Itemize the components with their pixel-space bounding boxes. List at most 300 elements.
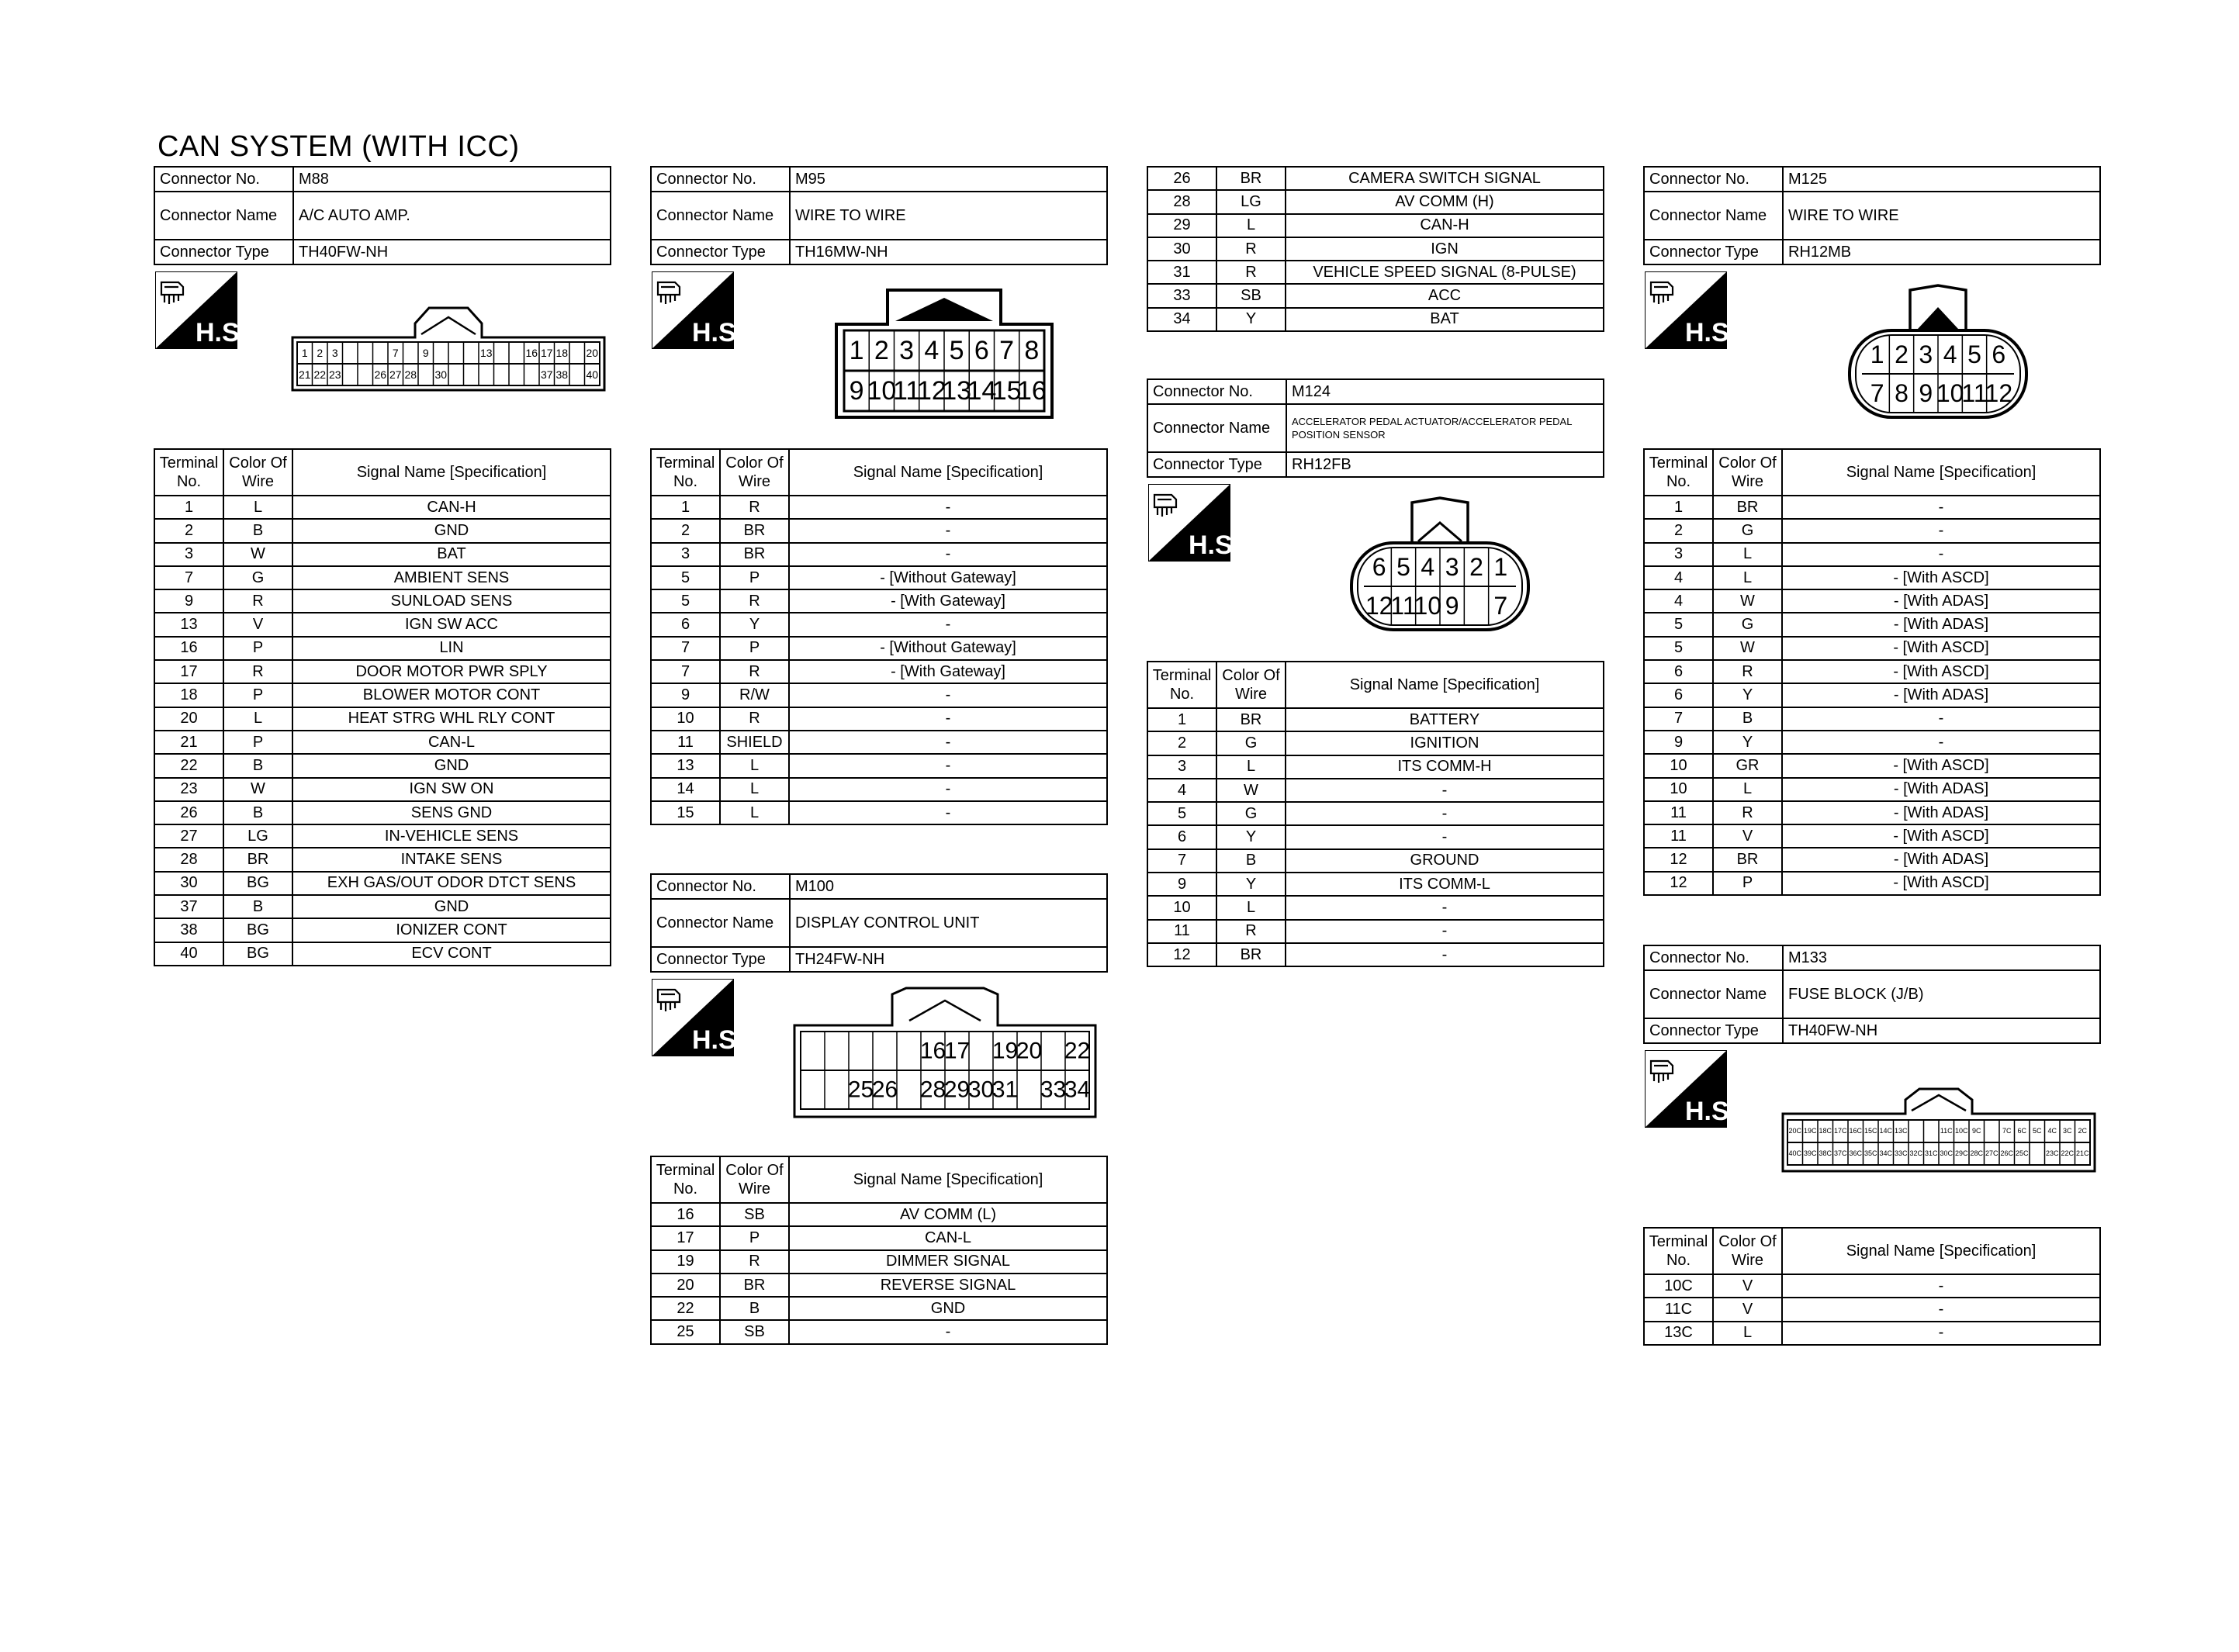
terminal-cell: 26 <box>154 801 223 824</box>
m125-pin-row-bottom <box>1870 374 2012 413</box>
signal-name-cell: GND <box>789 1297 1107 1320</box>
table-row <box>651 566 1107 589</box>
table-row <box>154 519 611 542</box>
terminal-cell: 11 <box>1644 801 1713 824</box>
pin-label: 10C <box>1954 1127 1968 1135</box>
wire-color-cell: Y <box>1216 308 1286 331</box>
wire-color-cell: B <box>223 895 292 918</box>
wire-color-cell: R <box>223 589 292 613</box>
wire-color-cell: L <box>1216 896 1286 919</box>
pin-label: 6 <box>974 336 989 365</box>
pin-label: 37 <box>540 368 553 381</box>
wire-color-cell: R <box>1713 801 1782 824</box>
terminal-cell: 11C <box>1644 1298 1713 1321</box>
table-row <box>651 496 1107 519</box>
harness-side-icon <box>1645 1050 1727 1128</box>
terminal-cell: 11 <box>1644 824 1713 848</box>
terminal-cell: 9 <box>1644 731 1713 754</box>
wire-color-cell: Y <box>1216 825 1286 848</box>
table-row <box>154 613 611 636</box>
pin-label: 4 <box>1943 340 1957 368</box>
signal-name-cell: - <box>1286 802 1604 825</box>
wire-color-cell: L <box>720 754 789 777</box>
harness-side-icon <box>652 979 734 1056</box>
terminal-cell: 33 <box>1147 284 1216 307</box>
signal-name-cell: ITS COMM-L <box>1286 873 1604 896</box>
terminal-cell: 29 <box>1147 214 1216 237</box>
signal-name-cell: - <box>1782 731 2100 754</box>
terminal-cell: 5 <box>1147 802 1216 825</box>
pin-label: 1 <box>849 336 864 365</box>
terminal-cell: 10 <box>1644 778 1713 801</box>
signal-name-cell: SENS GND <box>292 801 611 824</box>
terminal-cell: 1 <box>154 496 223 519</box>
terminal-cell: 2 <box>651 519 720 542</box>
pin-label: 13 <box>942 376 972 406</box>
harness-side-icon <box>1148 484 1230 562</box>
table-row <box>154 683 611 707</box>
pin-label: 10 <box>1936 379 1964 407</box>
table-row <box>1147 943 1604 966</box>
signal-name-cell: - [With ASCD] <box>1782 660 2100 683</box>
label-connector-type: Connector Type <box>1644 240 1783 264</box>
label-connector-type: Connector Type <box>651 240 790 264</box>
header-color-of-wire: Color Of Wire <box>720 1156 789 1203</box>
label-connector-no: Connector No. <box>1147 379 1286 404</box>
pin-label: 27 <box>389 368 402 381</box>
pin-label: 36C <box>1849 1149 1863 1157</box>
signal-name-cell: CAN-H <box>292 496 611 519</box>
terminal-cell: 10 <box>651 707 720 731</box>
signal-name-cell: - <box>1286 825 1604 848</box>
terminal-cell: 5 <box>651 566 720 589</box>
signal-name-cell: BLOWER MOTOR CONT <box>292 683 611 707</box>
header-terminal-no: Terminal No. <box>651 1156 720 1203</box>
table-row <box>1147 825 1604 848</box>
pin-label: 15 <box>991 376 1022 406</box>
signal-name-cell: IGN SW ON <box>292 778 611 801</box>
signal-name-cell: - [With ADAS] <box>1782 613 2100 636</box>
table-row <box>651 613 1107 636</box>
terminal-cell: 9 <box>1147 873 1216 896</box>
pin-label: 37C <box>1833 1149 1847 1157</box>
terminal-cell: 28 <box>154 848 223 871</box>
harness-side-icon <box>652 271 734 349</box>
pin-label: 13 <box>479 347 493 359</box>
table-row <box>154 731 611 754</box>
m88-name: A/C AUTO AMP. <box>293 192 611 240</box>
terminal-cell: 3 <box>1644 543 1713 566</box>
pin-label: 11 <box>1961 379 1988 407</box>
signal-name-cell: INTAKE SENS <box>292 848 611 871</box>
m95-no: M95 <box>790 167 1107 192</box>
table-row <box>1147 284 1604 307</box>
wire-color-cell: BG <box>223 872 292 895</box>
harness-side-icon <box>155 271 237 349</box>
label-connector-type: Connector Type <box>1147 452 1286 477</box>
table-row <box>1644 1298 2100 1321</box>
signal-name-cell: ECV CONT <box>292 942 611 966</box>
table-row <box>1147 779 1604 802</box>
pin-label: 39C <box>1803 1149 1817 1157</box>
pin-label: 28 <box>919 1077 946 1103</box>
pin-label: 5 <box>1967 340 1981 368</box>
wire-color-cell: SB <box>1216 284 1286 307</box>
table-row <box>1147 237 1604 261</box>
pin-label: 17C <box>1833 1127 1847 1135</box>
wire-color-cell: GR <box>1713 754 1782 777</box>
wire-color-cell: P <box>223 683 292 707</box>
signal-name-cell: - <box>789 683 1107 707</box>
wire-color-cell: P <box>720 1226 789 1249</box>
wire-color-cell: R <box>720 496 789 519</box>
pin-label: 6C <box>2017 1127 2027 1135</box>
pin-label: 16C <box>1849 1127 1863 1135</box>
table-row <box>1644 848 2100 871</box>
table-row <box>154 778 611 801</box>
signal-name-cell: - <box>1286 920 1604 943</box>
label-connector-no: Connector No. <box>154 167 293 192</box>
terminal-cell: 3 <box>651 543 720 566</box>
terminal-cell: 30 <box>154 872 223 895</box>
label-connector-name: Connector Name <box>154 192 293 240</box>
label-connector-name: Connector Name <box>651 192 790 240</box>
signal-name-cell: - <box>789 496 1107 519</box>
table-row <box>651 731 1107 754</box>
table-row <box>1644 707 2100 731</box>
signal-name-cell: - <box>1782 543 2100 566</box>
m133-no: M133 <box>1783 945 2100 970</box>
pin-label: 18C <box>1819 1127 1832 1135</box>
terminal-cell: 9 <box>154 589 223 613</box>
wire-color-cell: LG <box>223 824 292 848</box>
m125-no: M125 <box>1783 167 2100 192</box>
m100-terminal-table <box>650 1156 1108 1345</box>
terminal-cell: 23 <box>154 778 223 801</box>
table-row <box>1644 660 2100 683</box>
wire-color-cell: BR <box>1216 167 1286 190</box>
terminal-cell: 2 <box>154 519 223 542</box>
m88-type: TH40FW-NH <box>293 240 611 264</box>
pin-label: 5C <box>2032 1127 2042 1135</box>
table-row <box>1644 1274 2100 1298</box>
terminal-cell: 9 <box>651 683 720 707</box>
m95-pin-row-top <box>850 330 1040 371</box>
signal-name-cell: - <box>789 1320 1107 1343</box>
terminal-cell: 18 <box>154 683 223 707</box>
table-row <box>1644 637 2100 660</box>
pin-label: 25C <box>2015 1149 2029 1157</box>
table-row <box>1644 872 2100 895</box>
wire-color-cell: LG <box>1216 190 1286 213</box>
table-row <box>1147 261 1604 284</box>
m125-terminal-table <box>1643 448 2101 896</box>
terminal-cell: 6 <box>1644 683 1713 707</box>
pin-label: 12 <box>1985 379 2013 407</box>
signal-name-cell: - <box>1782 1322 2100 1345</box>
wire-color-cell: P <box>1713 872 1782 895</box>
wire-color-cell: P <box>223 731 292 754</box>
wire-color-cell: R/W <box>720 683 789 707</box>
signal-name-cell: - <box>789 801 1107 824</box>
signal-name-cell: - [With ASCD] <box>1782 566 2100 589</box>
signal-name-cell: BATTERY <box>1286 708 1604 731</box>
pin-label: 2 <box>317 347 324 359</box>
pin-label: 10 <box>867 376 897 406</box>
header-terminal-no: Terminal No. <box>1644 449 1713 496</box>
pin-label: 14 <box>967 376 997 406</box>
terminal-cell: 7 <box>1644 707 1713 731</box>
table-row <box>154 848 611 871</box>
wire-color-cell: L <box>1713 543 1782 566</box>
terminal-cell: 16 <box>154 637 223 660</box>
table-row <box>154 496 611 519</box>
m125-info <box>1643 166 2101 265</box>
wire-color-cell: R <box>1216 237 1286 261</box>
pin-label: 5 <box>1396 553 1410 581</box>
wire-color-cell: BR <box>1216 943 1286 966</box>
terminal-cell: 10 <box>1644 754 1713 777</box>
wire-color-cell: L <box>223 707 292 731</box>
table-row <box>651 1203 1107 1226</box>
terminal-cell: 13 <box>154 613 223 636</box>
table-row <box>1147 849 1604 873</box>
pin-label: 4C <box>2047 1127 2057 1135</box>
terminal-cell: 5 <box>1644 637 1713 660</box>
signal-name-cell: IGN <box>1286 237 1604 261</box>
pin-label: 12 <box>916 376 946 406</box>
header-signal-name: Signal Name [Specification] <box>292 449 611 496</box>
pin-label: 23 <box>328 368 341 381</box>
table-row <box>154 918 611 942</box>
header-signal-name: Signal Name [Specification] <box>789 1156 1107 1203</box>
signal-name-cell: - [With ADAS] <box>1782 589 2100 613</box>
table-row <box>651 754 1107 777</box>
table-row <box>651 519 1107 542</box>
header-terminal-no: Terminal No. <box>651 449 720 496</box>
m95-name: WIRE TO WIRE <box>790 192 1107 240</box>
wire-color-cell: B <box>223 519 292 542</box>
header-color-of-wire: Color Of Wire <box>223 449 292 496</box>
table-row <box>1147 920 1604 943</box>
wire-color-cell: Y <box>720 613 789 636</box>
signal-name-cell: CAMERA SWITCH SIGNAL <box>1286 167 1604 190</box>
terminal-cell: 22 <box>651 1297 720 1320</box>
signal-name-cell: IONIZER CONT <box>292 918 611 942</box>
wire-color-cell: BR <box>1713 848 1782 871</box>
pin-label: 9 <box>849 376 864 406</box>
m100-connector-diagram <box>793 987 1097 1118</box>
signal-name-cell: - <box>1286 779 1604 802</box>
terminal-cell: 3 <box>154 543 223 566</box>
signal-name-cell: GROUND <box>1286 849 1604 873</box>
pin-label: 28 <box>404 368 417 381</box>
terminal-cell: 21 <box>154 731 223 754</box>
signal-name-cell: - <box>789 543 1107 566</box>
terminal-cell: 30 <box>1147 237 1216 261</box>
pin-label: 6 <box>1372 553 1386 581</box>
signal-name-cell: GND <box>292 519 611 542</box>
m88-no: M88 <box>293 167 611 192</box>
terminal-cell: 11 <box>651 731 720 754</box>
terminal-cell: 4 <box>1644 589 1713 613</box>
wire-color-cell: Y <box>1216 873 1286 896</box>
pin-label: 20 <box>586 347 599 359</box>
pin-label: 9 <box>1919 379 1933 407</box>
table-row <box>1147 873 1604 896</box>
terminal-cell: 38 <box>154 918 223 942</box>
table-row <box>651 1320 1107 1343</box>
pin-label: 19C <box>1803 1127 1817 1135</box>
table-row <box>1644 519 2100 542</box>
pin-label: 23C <box>2045 1149 2059 1157</box>
terminal-cell: 5 <box>651 589 720 613</box>
terminal-cell: 19 <box>651 1250 720 1274</box>
terminal-cell: 7 <box>651 637 720 660</box>
wire-color-cell: V <box>223 613 292 636</box>
signal-name-cell: - [With ADAS] <box>1782 683 2100 707</box>
wire-color-cell: G <box>1216 731 1286 755</box>
table-row <box>1147 167 1604 190</box>
m125-type: RH12MB <box>1783 240 2100 264</box>
pin-label: 8 <box>1024 336 1040 365</box>
wire-color-cell: P <box>720 637 789 660</box>
wire-color-cell: BR <box>720 543 789 566</box>
terminal-cell: 13 <box>651 754 720 777</box>
signal-name-cell: - [With ADAS] <box>1782 778 2100 801</box>
signal-name-cell: GND <box>292 754 611 777</box>
wire-color-cell: G <box>1216 802 1286 825</box>
m124-info <box>1147 378 1604 478</box>
pin-label: 35C <box>1864 1149 1877 1157</box>
terminal-cell: 26 <box>1147 167 1216 190</box>
wire-color-cell: W <box>1713 589 1782 613</box>
table-row <box>1644 1322 2100 1345</box>
m88-pin-row-top <box>302 342 598 364</box>
signal-name-cell: - [Without Gateway] <box>789 566 1107 589</box>
wire-color-cell: G <box>1713 613 1782 636</box>
pin-label: 5 <box>949 336 964 365</box>
pin-label: 17 <box>540 347 553 359</box>
terminal-cell: 2 <box>1147 731 1216 755</box>
terminal-cell: 1 <box>1644 496 1713 519</box>
header-color-of-wire: Color Of Wire <box>720 449 789 496</box>
pin-label: 30 <box>434 368 448 381</box>
table-row <box>651 707 1107 731</box>
wire-color-cell: Y <box>1713 731 1782 754</box>
signal-name-cell: - [With ASCD] <box>1782 872 2100 895</box>
m95-terminal-table <box>650 448 1108 825</box>
pin-label: 9 <box>1445 592 1459 620</box>
table-row <box>651 1250 1107 1274</box>
wire-color-cell: R <box>720 707 789 731</box>
pin-label: 38C <box>1819 1149 1832 1157</box>
wire-color-cell: Y <box>1713 683 1782 707</box>
pin-label: 31 <box>991 1077 1019 1103</box>
pin-label: 19 <box>991 1038 1019 1064</box>
terminal-cell: 40 <box>154 942 223 966</box>
label-connector-type: Connector Type <box>154 240 293 264</box>
wire-color-cell: BR <box>1713 496 1782 519</box>
table-row <box>154 801 611 824</box>
header-color-of-wire: Color Of Wire <box>1713 449 1782 496</box>
wire-color-cell: L <box>720 778 789 801</box>
table-row <box>154 872 611 895</box>
pin-label: 21C <box>2075 1149 2089 1157</box>
table-row <box>651 543 1107 566</box>
wire-color-cell: SHIELD <box>720 731 789 754</box>
wire-color-cell: R <box>1216 920 1286 943</box>
signal-name-cell: IN-VEHICLE SENS <box>292 824 611 848</box>
pin-label: 30C <box>1940 1149 1954 1157</box>
table-row <box>651 637 1107 660</box>
m125-connector-diagram <box>1846 284 2030 420</box>
pin-label: 7C <box>2002 1127 2012 1135</box>
pin-label: 32C <box>1909 1149 1923 1157</box>
terminal-cell: 11 <box>1147 920 1216 943</box>
terminal-cell: 16 <box>651 1203 720 1226</box>
terminal-cell: 6 <box>1147 825 1216 848</box>
signal-name-cell: - [With ADAS] <box>1782 848 2100 871</box>
table-row <box>651 1297 1107 1320</box>
m124-terminal-table <box>1147 661 1604 967</box>
m133-connector-diagram <box>1781 1087 2096 1173</box>
pin-label: 31C <box>1924 1149 1938 1157</box>
label-connector-no: Connector No. <box>1644 167 1783 192</box>
signal-name-cell: - <box>789 731 1107 754</box>
pin-label: 2 <box>1895 340 1909 368</box>
table-row <box>1644 778 2100 801</box>
terminal-cell: 7 <box>651 660 720 683</box>
label-connector-no: Connector No. <box>651 167 790 192</box>
m100-pin-row-bottom <box>825 1070 1090 1109</box>
wire-color-cell: R <box>720 1250 789 1274</box>
signal-name-cell: - <box>789 778 1107 801</box>
table-row <box>651 1274 1107 1297</box>
terminal-cell: 13C <box>1644 1322 1713 1345</box>
wire-color-cell: W <box>1216 779 1286 802</box>
signal-name-cell: - <box>1782 496 2100 519</box>
signal-name-cell: CAN-H <box>1286 214 1604 237</box>
table-row <box>154 754 611 777</box>
wire-color-cell: B <box>1713 707 1782 731</box>
header-signal-name: Signal Name [Specification] <box>1286 662 1604 708</box>
m95-info <box>650 166 1108 265</box>
table-row <box>1644 613 2100 636</box>
wire-color-cell: BG <box>223 918 292 942</box>
signal-name-cell: - <box>1782 707 2100 731</box>
m88-pin-row-bottom <box>299 364 598 385</box>
terminal-cell: 17 <box>154 660 223 683</box>
label-connector-no: Connector No. <box>1644 945 1783 970</box>
signal-name-cell: AV COMM (L) <box>789 1203 1107 1226</box>
header-color-of-wire: Color Of Wire <box>1713 1228 1782 1274</box>
signal-name-cell: - [With Gateway] <box>789 589 1107 613</box>
signal-name-cell: EXH GAS/OUT ODOR DTCT SENS <box>292 872 611 895</box>
table-row <box>1644 589 2100 613</box>
table-row <box>651 778 1107 801</box>
terminal-cell: 12 <box>1147 943 1216 966</box>
signal-name-cell: HEAT STRG WHL RLY CONT <box>292 707 611 731</box>
table-row <box>1644 824 2100 848</box>
signal-name-cell: - <box>789 613 1107 636</box>
terminal-cell: 10C <box>1644 1274 1713 1298</box>
wire-color-cell: SB <box>720 1203 789 1226</box>
table-row <box>154 637 611 660</box>
pin-label: 3C <box>2062 1127 2072 1135</box>
pin-label: 17 <box>943 1038 971 1064</box>
pin-label: 2C <box>2078 1127 2088 1135</box>
